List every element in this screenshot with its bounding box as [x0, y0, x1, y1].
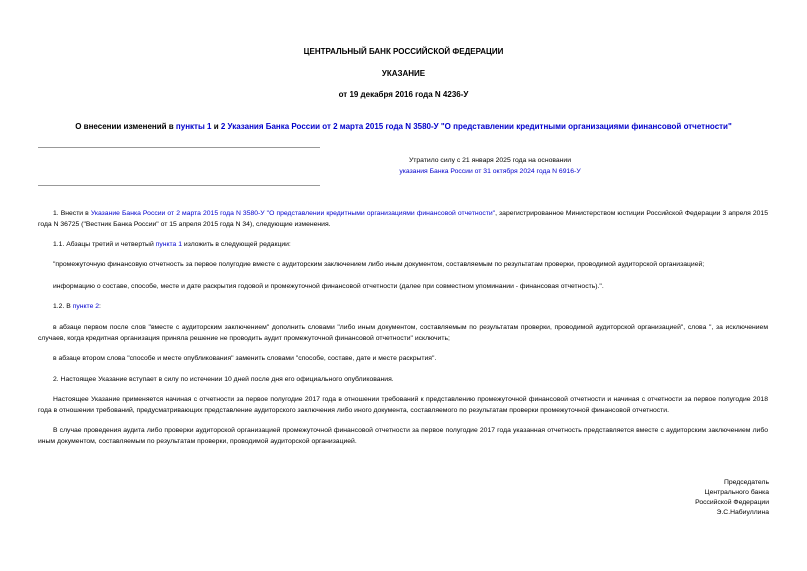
paragraph-text: 1. Внести в — [53, 210, 91, 217]
repeal-notice-text: Утратило силу с 21 января 2025 года на основании — [408, 157, 572, 164]
paragraph-quote-1: "промежуточную финансовую отчетность за первое полугодие вместе с аудиторским заключением либо иным документом, составляемым по результатам проверки, проводимой аудиторской организацией; — [53, 261, 705, 268]
paragraph-amend-1: в абзаце первом после слов "вместе с аудиторским заключением" дополнить словами "либо иным документом, составляемым по результатам проверки, проводимой аудиторской организацией", слова ", за исключением случаев, когда кредитная организация приняла решение не проводить аудит промежуточной финансовой отчетности" исключить; — [38, 324, 768, 342]
paragraph-text: : — [99, 303, 101, 310]
paragraph-1 — [38, 208, 768, 230]
paragraph-1-2 — [38, 301, 768, 312]
signature-org: Центрального банка — [704, 489, 769, 496]
paragraph-1-1 — [38, 239, 768, 250]
link-point-2[interactable]: пункте 2 — [72, 303, 100, 310]
paragraph-quote-2: информацию о составе, способе, месте и дате раскрытия годовой и промежуточной финансовой отчетности (далее при совместном упоминании - финансовая отчетность).". — [53, 283, 604, 290]
paragraph-amend-2: в абзаце втором слова "способе и месте опубликования" заменить словами "способе, составе, дате и месте раскрытия". — [53, 355, 437, 362]
paragraph-text: 1.1. Абзацы третий и четвертый — [53, 241, 156, 248]
repeal-notice-link[interactable]: указания Банка России от 31 октября 2024 года N 6916-У — [399, 168, 581, 175]
subject-link-point-2[interactable]: 2 — [220, 122, 226, 131]
signature-block — [695, 478, 769, 518]
divider-top — [38, 147, 320, 148]
signature-name: Э.С.Набиуллина — [716, 509, 769, 516]
link-point-1[interactable]: пункта 1 — [155, 241, 183, 248]
divider-bottom — [38, 185, 320, 186]
doc-type: УКАЗАНИЕ — [381, 69, 426, 78]
paragraph-2: 2. Настоящее Указание вступает в силу по истечении 10 дней после дня его официального опубликования. — [53, 376, 394, 383]
subject-text: О внесении изменений в — [75, 122, 176, 131]
link-directive-3580[interactable]: Указание Банка России от 2 марта 2015 года N 3580-У "О представлении кредитными организациями финансовой отчетности" — [90, 210, 496, 217]
paragraph-applicability: Настоящее Указание применяется начиная с отчетности за первое полугодие 2017 года в отношении требований к представлению промежуточной финансовой отчетности и начиная с отчетности за первое полугодие 2018 года в отношении требований, предусматривающих представление аудиторского заключения либо иного документа, составляемого по результатам проверки промежуточной финансовой отчетности. — [38, 396, 768, 414]
repeal-notice — [160, 155, 807, 177]
signature-title: Председатель — [724, 479, 769, 486]
paragraph-text: 1.2. В — [53, 303, 73, 310]
subject-text: и — [211, 122, 221, 131]
subject-link-points-1[interactable]: пункты 1 — [175, 122, 212, 131]
doc-subject — [0, 122, 807, 131]
paragraph-text: изложить в следующей редакции: — [182, 241, 291, 248]
org-title: ЦЕНТРАЛЬНЫЙ БАНК РОССИЙСКОЙ ФЕДЕРАЦИИ — [303, 47, 504, 56]
paragraph-audit: В случае проведения аудита либо проверки аудиторской организацией промежуточной финансовой отчетности за первое полугодие 2017 года указанная отчетность представляется вместе с аудиторским заключением либо иным документом, составляемым по результатам проверки, проводимой аудиторской организацией. — [38, 427, 768, 445]
doc-date-number: от 19 декабря 2016 года N 4236-У — [338, 90, 469, 99]
paragraph-text: , зарегистрированное Министерством юстиции Российской Федерации 3 апреля 2015 года N 36725 ("Вестник Банка России" от 15 апреля 2015 года N 34), следующие изменения. — [38, 210, 768, 228]
subject-link-directive[interactable]: Указания Банка России от 2 марта 2015 года N 3580-У "О представлении кредитными организациями финансовой отчетности" — [227, 122, 732, 131]
signature-country: Российской Федерации — [695, 499, 769, 506]
